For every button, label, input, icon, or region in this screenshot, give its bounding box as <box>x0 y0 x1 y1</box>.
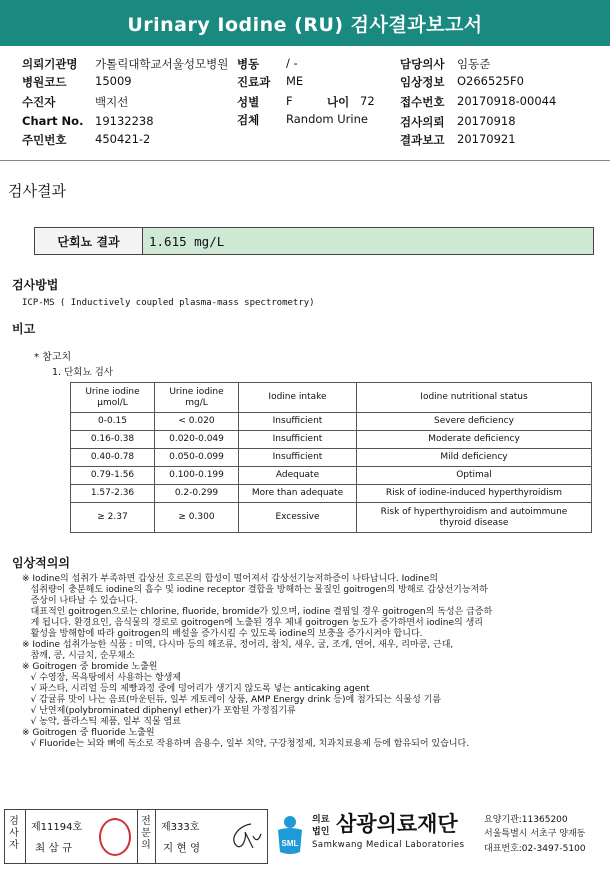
table-cell: Severe deficiency <box>357 413 592 431</box>
result-value: 1.615 mg/L <box>143 228 593 254</box>
request-date-value: 20170918 <box>457 114 516 128</box>
table-cell: Risk of hyperthyroidism and autoimmune thyroid disease <box>357 503 592 533</box>
chart-no-label: Chart No. <box>22 114 84 128</box>
institution-label: 의뢰기관명 <box>22 57 78 71</box>
specialist-license-no: 제333호 <box>161 822 200 833</box>
table-cell: 0.79-1.56 <box>71 467 155 485</box>
note-line: ※ Goitrogen 중 bromide 노출원 <box>22 662 158 672</box>
note-line: ※ Goitrogen 중 fluoride 노출원 <box>22 728 155 738</box>
note-line: √ 수영장, 목욕탕에서 사용하는 항생제 <box>22 673 182 683</box>
table-cell: 0.40-0.78 <box>71 449 155 467</box>
note-line: √ Fluoride는 뇌와 뼈에 독소로 작용하며 음용수, 일부 치약, 구강청정제, 치과치료용제 등에 함유되어 있습니다. <box>22 739 470 749</box>
note-line: √ 파스타, 시리얼 등의 제빵과정 중에 덩어리가 생기지 않도록 넣는 anticaking agent <box>22 684 370 694</box>
note-line: ※ Iodine의 섭취가 부족하면 갑상선 호르몬의 합성이 떨어져서 갑상선기능저하증이 나타납니다. Iodine의 <box>22 574 438 584</box>
note-line: 증상이 나타날 수 있습니다. <box>22 596 138 606</box>
specimen-label: 검체 <box>237 113 260 127</box>
note-line: √ 난연제(polybrominated diphenyl ether)가 포함된 가정집기류 <box>22 706 296 716</box>
table-row <box>71 449 592 467</box>
table-cell: ≥ 2.37 <box>71 503 155 533</box>
specimen-value: Random Urine <box>286 112 368 126</box>
table-cell: 0.050-0.099 <box>155 449 239 467</box>
note-line: 게 됩니다. 환경요인, 음식물의 경로로 goitrogen에 노출된 경우 체내 goitrogen 농도가 증가하면서 iodine의 생리 <box>22 618 483 628</box>
table-header-cell: Urine iodine mg/L <box>155 383 239 413</box>
dept-label: 진료과 <box>237 75 271 89</box>
patient-value: 백지선 <box>95 95 129 109</box>
table-row <box>71 503 592 533</box>
ward-label: 병동 <box>237 57 260 71</box>
org-code: 요양기관:11365200 <box>484 815 568 825</box>
table-cell: Insufficient <box>239 413 357 431</box>
table-row <box>71 431 592 449</box>
note-line: √ 농약, 플라스틱 제품, 일부 직물 염료 <box>22 717 181 727</box>
table-cell: ≥ 0.300 <box>155 503 239 533</box>
table-cell: Mild deficiency <box>357 449 592 467</box>
sex-label: 성별 <box>237 95 260 109</box>
specialist-vertical-label: 전 문 의 <box>141 816 151 851</box>
sex-value: F <box>286 94 293 108</box>
clinical-section-title: 임상적의의 <box>12 556 70 570</box>
note-line: 참깨, 콩, 시금치, 순무채소 <box>22 651 135 661</box>
table-cell: 0.100-0.199 <box>155 467 239 485</box>
resident-no-value: 450421-2 <box>95 132 151 146</box>
age-value: 72 <box>360 94 375 108</box>
table-cell: 0.020-0.049 <box>155 431 239 449</box>
org-english-name: Samkwang Medical Laboratories <box>312 840 465 850</box>
method-section-title: 검사방법 <box>12 278 59 292</box>
note-line: 섭취량이 충분해도 iodine의 흡수 및 iodine receptor 결합을 방해하는 물질인 goitrogen의 방해로 갑상선기능저하 <box>22 585 488 595</box>
reference-title: * 참고치 <box>34 352 72 363</box>
table-cell: More than adequate <box>239 485 357 503</box>
table-cell: Excessive <box>239 503 357 533</box>
receipt-label: 접수번호 <box>400 95 445 109</box>
age-label: 나이 <box>327 95 350 109</box>
doctor-label: 담당의사 <box>400 57 445 71</box>
table-cell: Optimal <box>357 467 592 485</box>
report-date-label: 결과보고 <box>400 133 445 147</box>
patient-info-block <box>0 50 610 150</box>
clinical-info-label: 임상정보 <box>400 75 445 89</box>
org-name: 삼광의료재단 <box>336 812 458 836</box>
table-header-row <box>71 383 592 413</box>
clinical-notes <box>22 574 598 750</box>
table-row <box>71 467 592 485</box>
table-row <box>71 485 592 503</box>
resident-no-label: 주민번호 <box>22 133 67 147</box>
note-line: 활성을 방해함에 따라 goitrogen의 배설을 증가시킬 수 있도록 iodine의 보충을 증가시켜야 합니다. <box>22 629 423 639</box>
table-row <box>71 413 592 431</box>
report-title: Urinary Iodine (RU) 검사결과보고서 <box>0 0 610 46</box>
org-type-line1: 의료 <box>312 815 330 825</box>
patient-label: 수진자 <box>22 95 56 109</box>
table-cell: 0.2-0.299 <box>155 485 239 503</box>
org-phone: 대표번호:02-3497-5100 <box>484 844 586 854</box>
table-header-cell: Iodine nutritional status <box>357 383 592 413</box>
chart-no-value: 19132238 <box>95 114 154 128</box>
table-cell: 0.16-0.38 <box>71 431 155 449</box>
table-header-cell: Urine iodine μmol/L <box>71 383 155 413</box>
result-label: 단회뇨 결과 <box>35 228 143 254</box>
signature-icon <box>223 818 263 854</box>
note-line: √ 감귤류 맛이 나는 음료(마운틴듀, 일부 게토레이 상품, AMP Energy drink 등)에 첨가되는 식물성 기름 <box>22 695 442 705</box>
table-cell: Moderate deficiency <box>357 431 592 449</box>
results-section-title: 검사결과 <box>8 182 66 200</box>
sml-logo-icon <box>272 814 308 856</box>
note-line: 대표적인 goitrogen으로는 chlorine, fluoride, bromide가 있으며, iodine 결핍일 경우 goitrogen의 독성은 급증하 <box>22 607 493 617</box>
table-cell: Insufficient <box>239 431 357 449</box>
table-cell: Insufficient <box>239 449 357 467</box>
reference-subtitle: 1. 단회뇨 검사 <box>52 367 113 378</box>
request-date-label: 검사의뢰 <box>400 115 445 129</box>
table-cell: 0-0.15 <box>71 413 155 431</box>
specialist-name: 지 현 영 <box>163 842 201 854</box>
dept-value: ME <box>286 74 304 88</box>
hospital-code-value: 15009 <box>95 74 132 88</box>
hospital-code-label: 병원코드 <box>22 75 67 89</box>
table-cell: < 0.020 <box>155 413 239 431</box>
clinical-info-value: O266525F0 <box>457 74 524 88</box>
result-box <box>34 227 594 255</box>
examiner-name: 최 삼 규 <box>35 842 73 854</box>
note-line: ※ Iodine 섭취가능한 식품 : 미역, 다시마 등의 해조류, 정어리, 참치, 새우, 굴, 조개, 연어, 새우, 리마콩, 근대, <box>22 640 454 650</box>
examiner-license-no: 제11194호 <box>31 822 83 833</box>
examiner-seal-icon <box>99 818 131 856</box>
method-text: ICP-MS ( Inductively coupled plasma-mass spectrometry) <box>22 298 315 308</box>
org-type-line2: 법인 <box>312 827 330 837</box>
reference-table <box>70 382 592 533</box>
table-header-cell: Iodine intake <box>239 383 357 413</box>
header-divider <box>0 160 610 161</box>
receipt-value: 20170918-00044 <box>457 94 557 108</box>
table-cell: 1.57-2.36 <box>71 485 155 503</box>
examiner-vertical-label: 검 사 자 <box>9 816 19 851</box>
report-date-value: 20170921 <box>457 132 516 146</box>
institution-value: 가톨릭대학교서울성모병원 <box>95 57 229 71</box>
table-cell: Risk of iodine-induced hyperthyroidism <box>357 485 592 503</box>
doctor-value: 임동준 <box>457 57 491 71</box>
svg-text:SML: SML <box>281 839 299 848</box>
table-cell: Adequate <box>239 467 357 485</box>
remarks-section-title: 비고 <box>12 322 36 336</box>
signature-box <box>4 809 268 864</box>
org-address: 서울특별시 서초구 양재동 <box>484 829 586 839</box>
ward-value: / - <box>286 56 298 70</box>
